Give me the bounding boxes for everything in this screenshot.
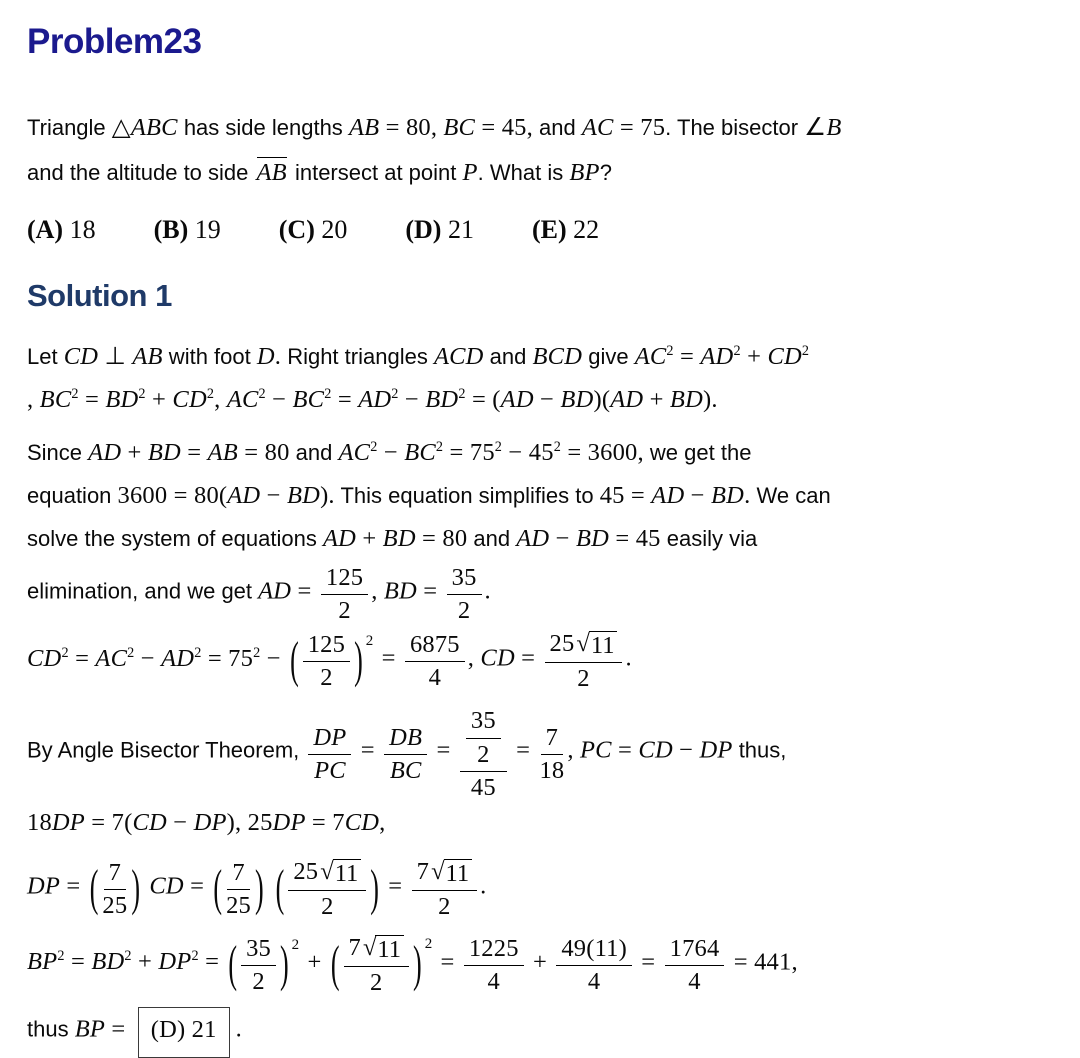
math-span: 7 bbox=[416, 857, 430, 885]
left-paren: ( bbox=[275, 859, 285, 917]
text-span: Since bbox=[27, 440, 89, 465]
fraction-denominator bbox=[488, 966, 500, 996]
fraction-numerator bbox=[665, 934, 725, 966]
fraction-denominator bbox=[321, 891, 333, 921]
choice-label: (A) bbox=[27, 215, 64, 244]
angle-bisector-paragraph bbox=[27, 705, 1060, 845]
paren-group bbox=[227, 934, 299, 996]
math-span: 35 bbox=[246, 934, 271, 962]
answer-choice bbox=[532, 212, 599, 248]
math-span: ∠B bbox=[804, 114, 842, 141]
sqrt-radical bbox=[576, 631, 617, 660]
answer-choice bbox=[405, 212, 474, 248]
final-answer-line-line bbox=[27, 1007, 1060, 1058]
math-span: BCD bbox=[532, 343, 583, 370]
math-span: 18 bbox=[539, 756, 565, 784]
math-span: CD = bbox=[149, 872, 211, 900]
paren-group bbox=[330, 933, 432, 997]
fraction-denominator bbox=[226, 890, 251, 920]
answer-box bbox=[138, 1007, 230, 1058]
right-paren: ) bbox=[413, 935, 422, 993]
problem-line bbox=[27, 153, 1060, 196]
math-span: 45 = AD − BD. bbox=[599, 482, 751, 509]
equation-dp-line bbox=[27, 857, 1060, 921]
math-span: 1764 bbox=[669, 934, 720, 962]
math-span: 2 bbox=[320, 664, 333, 692]
fraction-numerator bbox=[541, 723, 563, 755]
math-span: P bbox=[462, 159, 478, 186]
fraction-denominator bbox=[429, 662, 441, 692]
math-span: , BD = bbox=[371, 577, 444, 605]
math-span: 4 bbox=[487, 968, 500, 996]
math-span: 2 bbox=[252, 968, 265, 996]
right-paren: ) bbox=[255, 859, 264, 917]
text-span: equation bbox=[27, 483, 118, 508]
radical-sign-icon: √ bbox=[362, 934, 377, 962]
text-span: . What is bbox=[477, 160, 570, 185]
equation-dp bbox=[27, 857, 1060, 921]
math-span: = bbox=[509, 736, 537, 764]
left-paren: ( bbox=[228, 935, 238, 993]
answer-choice bbox=[279, 212, 348, 248]
math-span: , CD = bbox=[467, 644, 542, 672]
fraction bbox=[226, 858, 251, 920]
math-span: 4 bbox=[587, 968, 601, 996]
fraction bbox=[539, 723, 564, 785]
text-span: We can bbox=[750, 483, 831, 508]
math-span: $AC^2 - BC^2 = 75^2 - 45^2 = 3600$, bbox=[338, 438, 644, 466]
solution-paragraph-2-line bbox=[27, 563, 1060, 625]
math-span: PC bbox=[314, 756, 346, 784]
choice-label: (E) bbox=[531, 215, 567, 244]
fraction-numerator bbox=[384, 723, 427, 755]
angle-bisector-paragraph-line bbox=[27, 705, 1060, 802]
math-span: AC = 75 bbox=[581, 114, 666, 141]
solution-paragraph-2 bbox=[27, 434, 1060, 625]
text-span: and bbox=[289, 440, 339, 465]
choice-value: 21 bbox=[441, 215, 474, 244]
choice-label: (D) bbox=[405, 215, 442, 244]
math-span: = bbox=[634, 948, 662, 976]
fraction-denominator bbox=[390, 755, 422, 785]
left-paren: ( bbox=[89, 859, 99, 917]
problem-line bbox=[27, 108, 1060, 151]
math-span: 18DP = 7(CD − DP), 25DP = 7CD, bbox=[27, 808, 386, 836]
math-span: 125 bbox=[307, 631, 346, 659]
paren-group bbox=[289, 630, 373, 692]
fraction-numerator bbox=[308, 723, 351, 755]
math-span: . bbox=[484, 577, 491, 605]
text-span: thus bbox=[27, 1016, 75, 1042]
radical-sign-icon: √ bbox=[320, 857, 334, 885]
math-span: 35 bbox=[451, 564, 477, 591]
math-span: 2 bbox=[438, 892, 451, 920]
left-paren: ( bbox=[213, 859, 223, 917]
math-span: 1225 bbox=[468, 934, 519, 962]
math-span: 2 bbox=[577, 665, 590, 693]
fraction bbox=[412, 857, 478, 921]
fraction bbox=[102, 858, 127, 920]
radicand: 11 bbox=[589, 631, 618, 660]
math-span: AD + BD = 80 bbox=[322, 525, 468, 552]
math-span: 6875 bbox=[409, 631, 460, 659]
fraction-numerator bbox=[405, 630, 465, 662]
radicand: 11 bbox=[375, 935, 404, 964]
fraction-denominator bbox=[539, 755, 564, 785]
math-span: AD − BD = 45 bbox=[516, 525, 661, 552]
sqrt-radical bbox=[431, 859, 472, 888]
math-span: . bbox=[235, 1015, 242, 1043]
answer-choice bbox=[154, 212, 221, 248]
math-span: BC = 45, bbox=[443, 114, 533, 141]
math-span: , PC = CD − DP bbox=[567, 736, 733, 764]
text-span: and bbox=[532, 115, 582, 140]
math-span: △ABC bbox=[111, 114, 178, 141]
equation-bp-line bbox=[27, 933, 1060, 997]
equation-cd-line bbox=[27, 629, 1060, 693]
right-paren: ) bbox=[370, 859, 379, 917]
answer-choice bbox=[27, 212, 96, 248]
math-span: . bbox=[625, 644, 632, 672]
math-span: $BP^2 = BD^2 + DP^2$ = bbox=[27, 948, 226, 976]
text-span: elimination, and we get bbox=[27, 578, 259, 604]
math-span: CD ⊥ AB bbox=[63, 343, 163, 370]
superscript: 2 bbox=[424, 936, 433, 953]
text-span: By Angle Bisector Theorem, bbox=[27, 737, 306, 763]
fraction bbox=[460, 705, 507, 802]
fraction-numerator bbox=[321, 563, 368, 595]
fraction bbox=[384, 723, 427, 785]
math-span: 4 bbox=[688, 968, 701, 996]
fraction-numerator bbox=[460, 705, 507, 771]
problem-statement bbox=[27, 108, 1060, 196]
math-span: = 441, bbox=[727, 948, 798, 976]
math-span: D. bbox=[256, 343, 282, 370]
math-span: 2 bbox=[457, 597, 471, 625]
radical-sign-icon: √ bbox=[431, 857, 445, 885]
fraction-denominator bbox=[588, 966, 600, 996]
solution-paragraph-2-line bbox=[27, 434, 1060, 475]
math-span: BP = bbox=[74, 1015, 132, 1043]
math-span: DP = bbox=[27, 872, 87, 900]
math-span: = bbox=[434, 948, 461, 976]
right-paren: ) bbox=[354, 632, 363, 689]
fraction bbox=[665, 934, 725, 996]
sqrt-radical bbox=[363, 935, 404, 964]
math-span: 25 bbox=[226, 892, 251, 920]
math-span: (D) 21 bbox=[150, 1016, 217, 1044]
math-span: 25 bbox=[102, 892, 128, 920]
superscript: 2 bbox=[365, 633, 374, 650]
text-span: Triangle bbox=[27, 115, 112, 140]
math-span: + bbox=[526, 948, 554, 976]
left-paren: ( bbox=[290, 632, 299, 689]
math-span: = bbox=[430, 736, 457, 764]
text-span: with foot bbox=[162, 344, 257, 369]
fraction bbox=[464, 934, 524, 996]
solution-paragraph-1 bbox=[27, 338, 1060, 422]
math-span: 2 bbox=[370, 969, 383, 997]
fraction-numerator bbox=[104, 858, 126, 890]
fraction-numerator bbox=[466, 706, 501, 738]
text-span: and the altitude to side bbox=[27, 160, 255, 185]
fraction bbox=[241, 934, 276, 996]
fraction bbox=[321, 563, 368, 625]
equation-bp bbox=[27, 933, 1060, 997]
solution-paragraph-2-line bbox=[27, 477, 1060, 518]
fraction-numerator bbox=[412, 857, 478, 891]
math-span: AD = bbox=[258, 577, 318, 605]
fraction-denominator bbox=[320, 662, 332, 692]
math-span: 7 bbox=[545, 723, 559, 751]
fraction-numerator bbox=[464, 934, 524, 966]
math-span: = bbox=[354, 736, 382, 764]
fraction bbox=[303, 630, 350, 692]
fraction bbox=[447, 563, 482, 625]
fraction-denominator bbox=[102, 890, 127, 920]
text-span: give bbox=[582, 344, 635, 369]
math-span: 7 bbox=[232, 858, 245, 886]
fraction-denominator bbox=[370, 967, 382, 997]
fraction-denominator bbox=[688, 966, 700, 996]
text-span: ? bbox=[599, 160, 612, 185]
fraction-denominator bbox=[338, 595, 350, 625]
solution-paragraph-1-line bbox=[27, 381, 1060, 422]
fraction-numerator bbox=[241, 934, 276, 966]
right-paren: ) bbox=[131, 859, 140, 917]
text-span: Right triangles bbox=[281, 344, 434, 369]
superscript: 2 bbox=[291, 936, 300, 953]
choice-value: 19 bbox=[188, 215, 221, 244]
fraction-denominator bbox=[252, 966, 264, 996]
math-span: 2 bbox=[477, 740, 490, 768]
math-span: 49(11) bbox=[561, 934, 627, 962]
sqrt-radical bbox=[320, 859, 361, 888]
choice-value: 18 bbox=[63, 215, 96, 244]
fraction-denominator bbox=[471, 772, 496, 802]
fraction bbox=[288, 857, 366, 921]
fraction bbox=[405, 630, 465, 692]
paren-group bbox=[89, 858, 141, 920]
solution-body bbox=[27, 338, 1060, 1058]
fraction-numerator bbox=[447, 563, 482, 595]
text-span: and bbox=[467, 526, 517, 551]
math-span: . bbox=[480, 872, 487, 900]
choice-value: 22 bbox=[566, 215, 600, 244]
math-span: DB bbox=[389, 723, 423, 751]
choice-label: (C) bbox=[278, 215, 315, 244]
text-span: intersect at point bbox=[288, 160, 463, 185]
solution-paragraph-1-line bbox=[27, 338, 1060, 379]
math-span: 2 bbox=[338, 597, 351, 625]
math-span: 25 bbox=[293, 857, 319, 885]
equation-cd bbox=[27, 629, 1060, 693]
page-title: Problem23 bbox=[27, 22, 202, 61]
radical-sign-icon: √ bbox=[576, 630, 590, 658]
fraction bbox=[466, 706, 501, 768]
fraction-denominator bbox=[438, 891, 450, 921]
text-span: . The bisector bbox=[665, 115, 805, 140]
solution-paragraph-2-line bbox=[27, 520, 1060, 561]
fraction-denominator bbox=[458, 595, 470, 625]
fraction-numerator bbox=[303, 630, 350, 662]
math-span: = bbox=[381, 872, 409, 900]
math-span: $CD^2 = AC^2 - AD^2 = 75^2$ − bbox=[27, 644, 288, 672]
choice-label: (B) bbox=[153, 215, 189, 244]
radicand: 11 bbox=[333, 859, 362, 888]
math-span: 35 bbox=[470, 707, 496, 735]
fraction bbox=[308, 723, 351, 785]
text-span: solve the system of equations bbox=[27, 526, 323, 551]
fraction-denominator bbox=[577, 663, 589, 693]
fraction-numerator bbox=[344, 933, 410, 967]
fraction-denominator bbox=[477, 739, 489, 769]
text-span: has side lengths bbox=[177, 115, 349, 140]
text-span: Let bbox=[27, 344, 64, 369]
text-span: easily via bbox=[660, 526, 758, 551]
math-span: DP bbox=[313, 723, 347, 751]
text-span: we get the bbox=[643, 440, 752, 465]
math-span: 125 bbox=[325, 564, 364, 591]
fraction-numerator bbox=[556, 934, 632, 966]
math-span: + bbox=[301, 948, 328, 976]
fraction-numerator bbox=[545, 629, 623, 663]
math-span: 45 bbox=[470, 773, 496, 801]
left-paren: ( bbox=[330, 935, 340, 993]
fraction bbox=[556, 934, 632, 996]
math-span: 4 bbox=[428, 664, 442, 692]
fraction-numerator bbox=[288, 857, 366, 891]
answer-choices bbox=[27, 212, 1060, 248]
text-span: thus, bbox=[732, 737, 787, 763]
overline-segment: AB bbox=[256, 159, 287, 186]
right-paren: ) bbox=[280, 935, 289, 993]
math-span: 7 bbox=[108, 858, 122, 886]
angle-bisector-paragraph-line bbox=[27, 804, 1060, 845]
math-span: 2 bbox=[321, 892, 334, 920]
choice-value: 20 bbox=[314, 215, 348, 244]
radicand: 11 bbox=[444, 859, 473, 888]
solution-heading: Solution 1 bbox=[27, 278, 172, 313]
math-span: 25 bbox=[549, 630, 575, 658]
fraction-numerator bbox=[227, 858, 249, 890]
paren-group bbox=[275, 857, 380, 921]
final-answer-line bbox=[27, 1007, 1060, 1058]
fraction-denominator bbox=[314, 755, 346, 785]
fraction bbox=[545, 629, 623, 693]
math-span: $AC^2 = AD^2 + CD^2$ bbox=[634, 342, 810, 370]
math-span: BC bbox=[389, 756, 422, 784]
math-span: = bbox=[375, 644, 402, 672]
math-span: AD + BD = AB = 80 bbox=[88, 439, 290, 466]
text-span: and bbox=[483, 344, 533, 369]
paren-group bbox=[212, 858, 264, 920]
math-span: , $BC^2 = BD^2 + CD^2$, $AC^2 - BC^2 = AD^2 - BD^2 = (AD - BD)(AD + BD)$. bbox=[27, 385, 718, 413]
math-span: 7 bbox=[348, 934, 361, 962]
fraction bbox=[344, 933, 410, 997]
math-span: AB = 80, bbox=[348, 114, 438, 141]
math-span: 3600 = 80(AD − BD). bbox=[117, 482, 335, 509]
math-span: BP bbox=[569, 159, 600, 186]
text-span: This equation simplifies to bbox=[334, 483, 600, 508]
math-span: ACD bbox=[433, 343, 484, 370]
